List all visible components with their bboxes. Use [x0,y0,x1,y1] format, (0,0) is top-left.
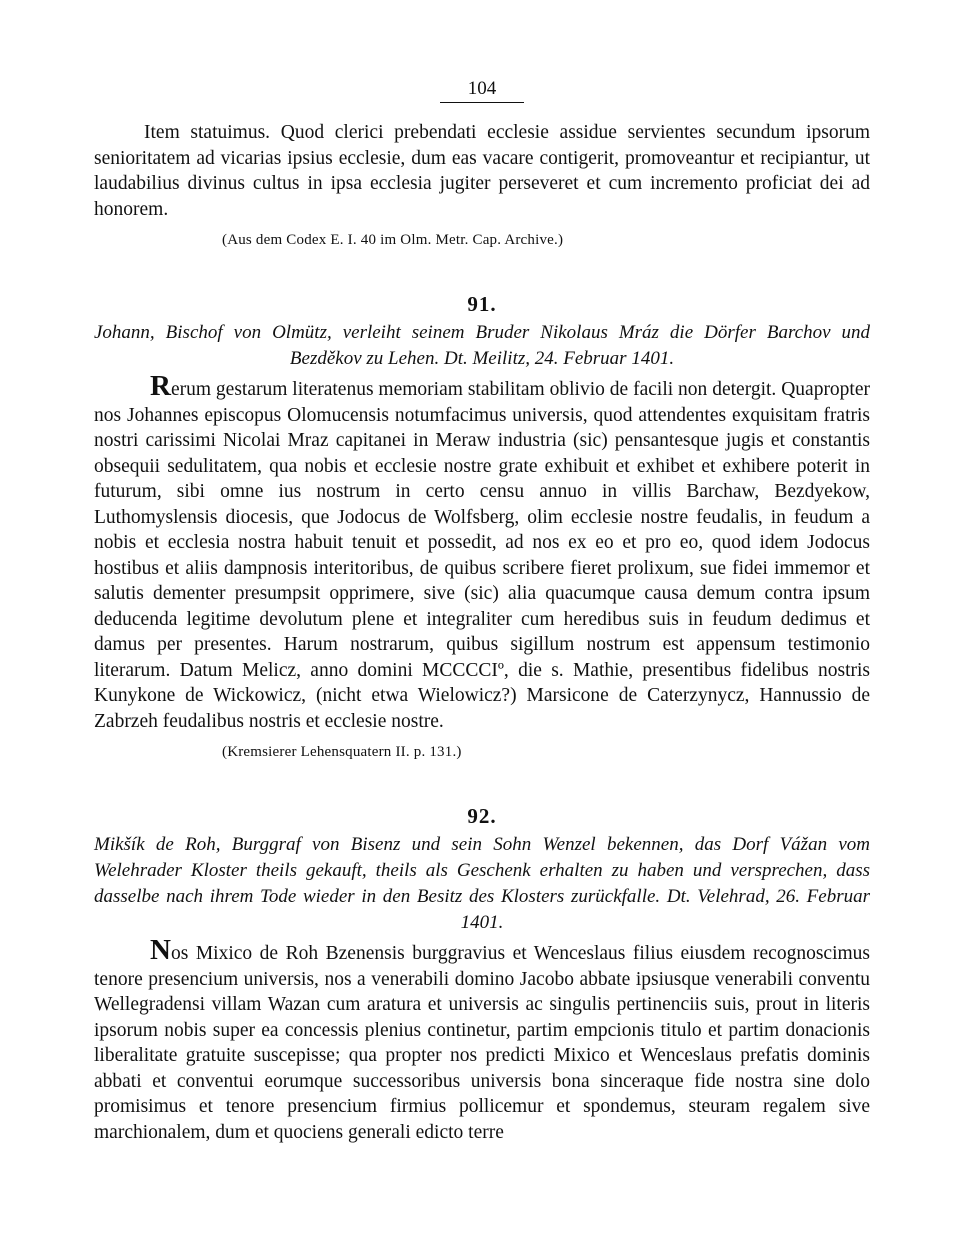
document-number: 91. [467,292,497,316]
drop-initial: N [150,934,171,966]
page-number-rule [440,102,524,103]
drop-initial: R [150,370,171,402]
carryover-source-note: (Aus dem Codex E. I. 40 im Olm. Metr. Cap. Archive.) [222,232,564,248]
document-source-note: (Kremsierer Lehensquatern II. p. 131.) [222,744,462,760]
document-number: 92. [467,804,497,828]
document-body-text: os Mixico de Roh Bzenensis burggravius et Wenceslaus filius eiusdem recognoscimus tenore presencium universis, nos a venerabili domino Jacobo abbate ipsiusque venerabili conventu Wellegradensi villam Wazan cum aratura et universis ac singulis pertinenciis suis, prout in literis ipsorum nobis super ea concessis plenius continetur, partim empcionis titulo et partim donacionis liberalitate gratuite suscepisse; qua propter nos predicti Mixico et Wenceslaus prefatis dominis abbati et conventui eorumque successoribus universis bona sinceraque fide nostra sine dolo promisimus et tenore presencium firmius pollicemur et spondemus, steuram regalem sive marchionalem, dum et quociens generali edicto terre [94,943,870,1143]
document-92 [94,804,870,1145]
page-number: 104 [467,78,497,99]
document-body-text: erum gestarum literatenus memoriam stabilitam oblivio de facili non detergit. Quapropter nos Johannes episcopus Olomucensis notumfacimus universis, quod attendentes exquisitam fratris nostri carissimi Nicolai Mraz capitanei in Meraw industria (sic) pensantesque jugis et constantis obsequii sedulitatem, qua nobis et ecclesie nostre grate exhibuit et exhibet et exhibere poterit in futurum, sibi omne ius nostrum in certo censu annuo in villis Barchaw, Bezdyekow, Luthomyslensis diocesis, que Jodocus de Wolfsberg, olim ecclesie nostre feudalis, in feudum a nobis et ecclesia nostra habuit tenuit et possedit, ad nos ex eo et pro eo, quod idem Jodocus hostibus et aliis dampnosis interitoribus, de quibus scribere fieret prolixum, sue fidei immemor et salutis dementer presumpsit opprimere, sive (sic) alia quacumque causa demum contra ipsum deducenda legitime devolutum plene et integraliter cum heredibus suis in feudum dedimus et damus per presentes. Harum nostrarum, quibus sigillum nostrum est appensum testimonio literarum. Datum Melicz, anno domini MCCCCIº, die s. Mathie, presentibus fidelibus nostris Kunykone de Wickowicz, (nicht etwa Wielowicz?) Marsicone de Caterzynycz, Hannussio de Zabrzeh feudalibus nostris et ecclesie nostre. [94,379,870,732]
document-regest: Johann, Bischof von Olmütz, verleiht seinem Bruder Nikolaus Mráz die Dörfer Barchov und Bezděkov zu Lehen. Dt. Meilitz, 24. Februar 1401. [94,322,870,369]
document-91 [94,292,870,762]
document-regest: Mikšík de Roh, Burggraf von Bisenz und sein Sohn Wenzel bekennen, das Dorf Vážan vom Welehrader Kloster theils gekauft, theils als Geschenk erhalten zu haben und versprechen, dass dasselbe nach ihrem Tode wieder in den Besitz des Klosters zurückfalle. Dt. Velehrad, 26. Februar 1401. [94,834,870,933]
document-body [94,370,870,734]
document-page [94,78,870,1145]
carryover-paragraph: Item statuimus. Quod clerici prebendati ecclesie assidue servientes secundum ipsorum senioritatem ad vicarias ipsius ecclesie, dum eas vacare contigerit, promoveantur et recipiantur, ut laudabilius divinus cultus in ipsa ecclesia jugiter perseveret et cum incremento proficiat dei ad honorem. [94,122,870,220]
document-body [94,934,870,1145]
